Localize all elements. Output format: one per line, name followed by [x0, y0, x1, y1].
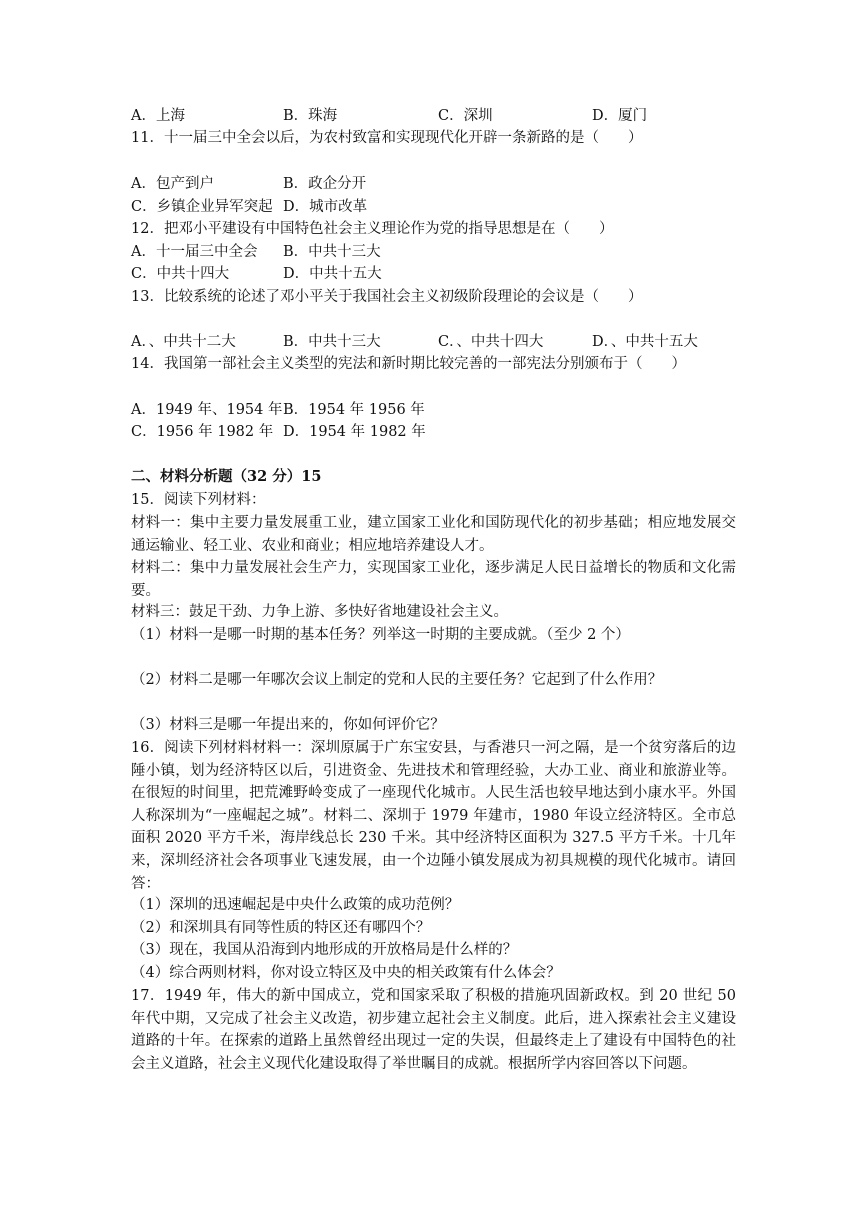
q13-option-a: A．、中共十二大	[131, 334, 236, 350]
q10-option-d: D．厦门	[592, 108, 648, 124]
q15-subquestion-2: （2）材料二是哪一年哪次会议上制定的党和人民的主要任务？它起到了什么作用？	[131, 672, 663, 688]
q12-option-d: D．中共十五大	[283, 266, 382, 282]
q12-option-b: B．中共十三大	[283, 244, 381, 260]
q14-option-b: B．1954 年 1956 年	[283, 402, 425, 418]
q12-option-c: C．中共十四大	[131, 266, 230, 282]
q15-stem: 15．阅读下列材料：	[131, 492, 266, 508]
q11-option-c: C．乡镇企业异军突起	[131, 199, 273, 215]
q13-option-d: D．、中共十五大	[592, 334, 698, 350]
q14-stem: 14．我国第一部社会主义类型的宪法和新时期比较完善的一部宪法分别颁布于（ ）	[131, 356, 686, 372]
q16-subquestion-4: （4）综合两则材料，你对设立特区及中央的相关政策有什么体会？	[131, 965, 561, 981]
q10-option-a: A．上海	[131, 108, 185, 124]
q11-option-a: A．包产到户	[131, 176, 214, 192]
q11-option-d: D．城市改革	[283, 199, 368, 215]
q14-option-a: A．1949 年、1954 年	[131, 402, 283, 418]
section-2-title: 二、材料分析题（32 分）15	[131, 468, 322, 485]
q14-option-c: C．1956 年 1982 年	[131, 424, 274, 440]
q13-stem: 13．比较系统的论述了邓小平关于我国社会主义初级阶段理论的会议是（ ）	[131, 289, 643, 305]
q16-subquestion-3: （3）现在，我国从沿海到内地形成的开放格局是什么样的？	[131, 942, 518, 958]
q15-subquestion-3: （3）材料三是哪一年提出来的，你如何评价它？	[131, 717, 445, 733]
q15-material-1: 材料一：集中主要力量发展重工业，建立国家工业化和国防现代化的初步基础；相应地发展交通运输业、轻工业、农业和商业；相应地培养建设人才。	[131, 515, 736, 554]
q15-subquestion-1: （1）材料一是哪一时期的基本任务？列举这一时期的主要成就。（至少 2 个）	[131, 627, 630, 643]
q17-stem: 17．1949 年，伟大的新中国成立，党和国家采取了积极的措施巩固新政权。到 20 世纪 50 年代中期，又完成了社会主义改造，初步建立起社会主义制度。此后，进入探索社会主义建设道路的十年。在探索的道路上虽然曾经出现过一定的失误，但最终走上了建设有中国特色的社会主义道路，社会主义现代化建设取得了举世瞩目的成就。根据所学内容回答以下问题。	[131, 988, 736, 1072]
q15-material-3: 材料三：鼓足干劲、力争上游、多快好省地建设社会主义。	[131, 604, 508, 620]
q12-stem: 12．把邓小平建设有中国特色社会主义理论作为党的指导思想是在（ ）	[131, 221, 614, 237]
q16-stem: 16．阅读下列材料材料一：深圳原属于广东宝安县，与香港只一河之隔，是一个贫穷落后的边陲小镇，划为经济特区以后，引进资金、先进技术和管理经验，大办工业、商业和旅游业等。在很短的时间里，把荒滩野岭变成了一座现代化城市。人民生活也较早地达到小康水平。外国人称深圳为“一座崛起之城”。材料二、深圳于 1979 年建市，1980 年设立经济特区。全市总面积 2020 平方千米，海岸线总长 230 千米。其中经济特区面积为 327.5 平方千米。十几年来，深圳经济社会各项事业飞速发展，由一个边陲小镇发展成为初具规模的现代化城市。请回答：	[131, 740, 736, 892]
q16-subquestion-2: （2）和深圳具有同等性质的特区还有哪四个？	[131, 920, 431, 936]
q10-option-c: C．深圳	[438, 108, 493, 124]
q10-option-b: B．珠海	[283, 108, 338, 124]
q11-option-b: B．政企分开	[283, 176, 367, 192]
q11-stem: 11．十一届三中全会以后，为农村致富和实现现代化开辟一条新路的是（ ）	[131, 130, 643, 146]
q16-subquestion-1: （1）深圳的迅速崛起是中央什么政策的成功范例？	[131, 897, 460, 913]
q14-option-d: D．1954 年 1982 年	[283, 424, 426, 440]
q15-material-2: 材料二：集中力量发展社会生产力，实现国家工业化，逐步满足人民日益增长的物质和文化需要。	[131, 560, 736, 599]
q13-option-b: B．中共十三大	[283, 334, 381, 350]
q12-option-a: A．十一届三中全会	[131, 244, 258, 260]
q13-option-c: C．、中共十四大	[438, 334, 544, 350]
